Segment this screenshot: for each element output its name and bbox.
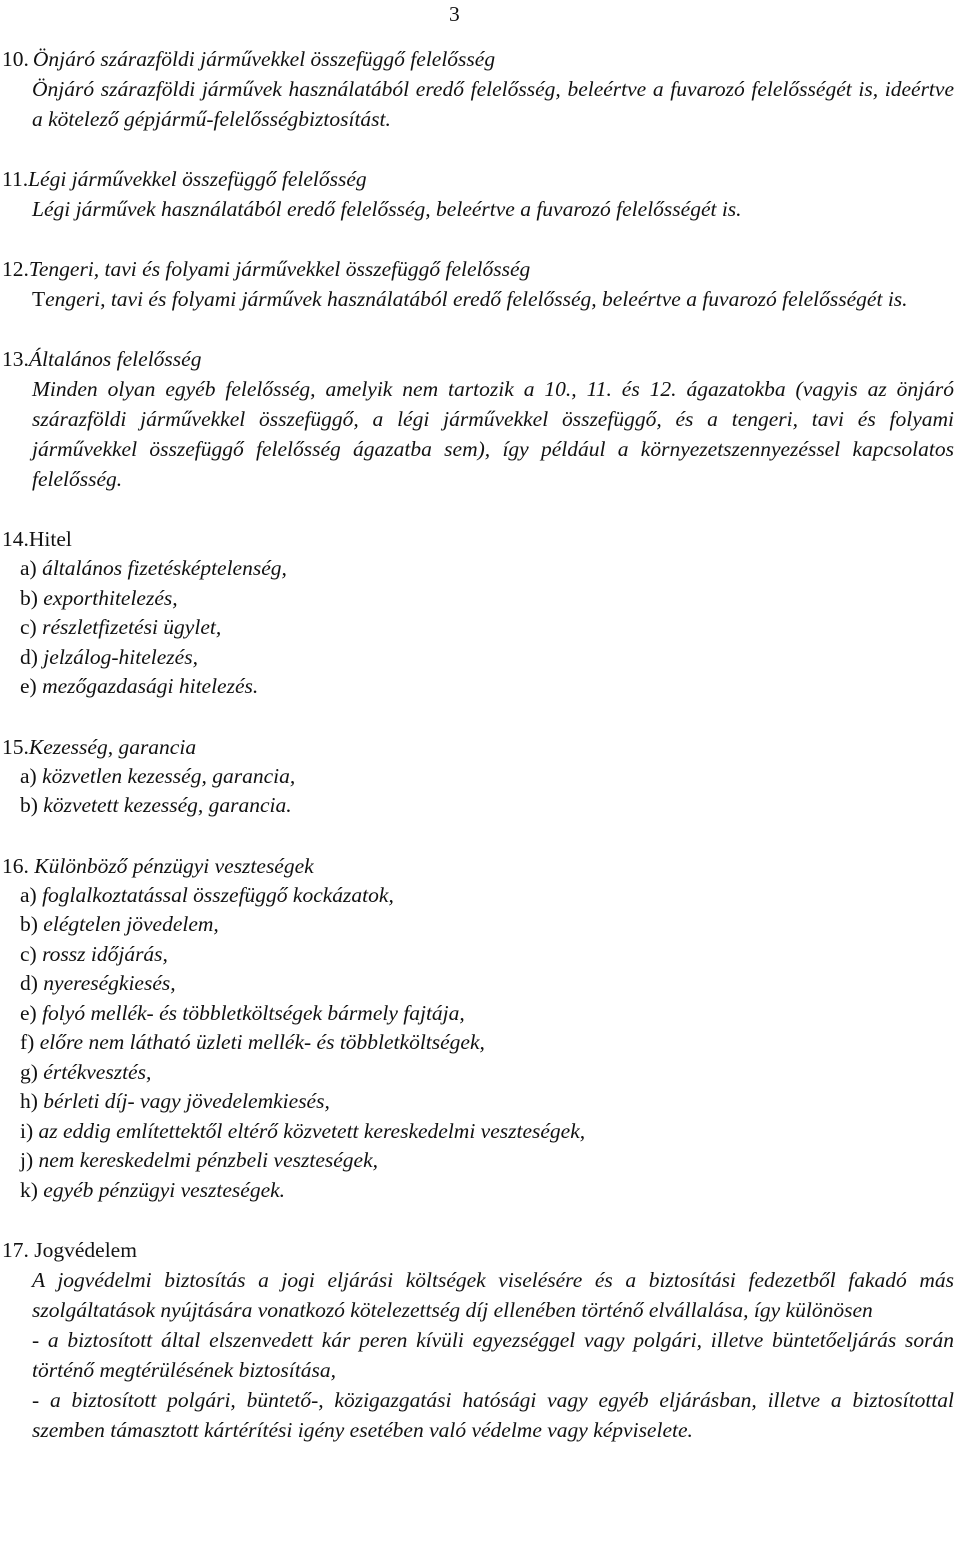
item-text: nem kereskedelmi pénzbeli veszteségek, [38,1148,378,1172]
list-item [20,613,960,643]
section-title: Kezesség, garancia [28,734,197,759]
section-13 [0,344,960,494]
item-letter: k) [20,1177,38,1202]
section-number: 17. [2,1238,29,1262]
section-16 [0,851,960,1206]
item-text: egyéb pénzügyi veszteségek. [43,1177,286,1202]
list-item [20,999,960,1029]
list-item [20,940,960,970]
item-letter: e) [20,1000,37,1025]
credit-list [0,554,960,702]
item-text: folyó mellék- és többletköltségek bármely fajtája, [42,1000,465,1025]
section-number: 14. [2,527,29,551]
section-17 [0,1235,960,1445]
financial-loss-list [0,881,960,1206]
item-letter: b) [20,793,38,817]
section-title: Tengeri, tavi és folyami járművekkel összefüggő felelősség [28,257,531,281]
item-text: részletfizetési ügylet, [42,615,222,639]
section-number: 13. [2,347,29,371]
section-title: Hitel [28,527,72,551]
item-letter: c) [20,941,37,966]
section-bullet: - a biztosított polgári, büntető-, közigazgatási hatósági vagy egyéb eljárásban, illetve a biztosítottal szemben támasztott kártérítési igény esetében való védelme vagy képviselete. [32,1388,954,1442]
section-number: 15. [2,734,29,759]
item-letter: a) [20,882,37,907]
section-heading [2,344,960,374]
item-text: bérleti díj- vagy jövedelemkiesés, [43,1089,330,1113]
list-item [20,1146,960,1176]
section-title: Különböző pénzügyi veszteségek [34,853,314,878]
item-text: exporthitelezés, [43,585,178,610]
section-heading [2,164,960,194]
section-heading [2,254,960,284]
item-text: rossz időjárás, [42,941,168,966]
list-item [20,1058,960,1088]
item-text: foglalkoztatással összefüggő kockázatok, [42,882,394,907]
list-item [20,672,960,702]
list-item [20,1117,960,1147]
list-item [20,643,960,673]
section-11 [0,164,960,224]
item-letter: j) [20,1148,34,1172]
section-heading [2,1235,960,1265]
item-letter: e) [20,674,37,698]
section-15 [0,732,960,821]
list-item [20,1176,960,1206]
section-number: 16. [2,853,29,878]
section-heading [2,851,960,881]
list-item [20,554,960,584]
section-body: Légi járművek használatából eredő felelősség, beleértve a fuvarozó felelősségét is. [32,197,742,221]
list-item [20,1028,960,1058]
list-item [20,881,960,911]
section-title: Általános felelősség [28,347,202,371]
section-heading [2,44,960,74]
guarantee-list [0,762,960,821]
section-title: Jogvédelem [34,1238,137,1262]
item-text: általános fizetésképtelenség, [42,556,287,580]
item-text: közvetett kezesség, garancia. [43,793,292,817]
item-letter: i) [20,1118,34,1143]
section-body: Önjáró szárazföldi járművek használatából eredő felelősség, beleértve a fuvarozó felelősségét is, ideértve a kötelező gépjármű-felelősségbiztosítást. [32,77,954,131]
list-item [20,791,960,821]
section-14 [0,524,960,702]
list-item [20,969,960,999]
item-letter: f) [20,1030,35,1054]
item-text: értékvesztés, [43,1059,152,1084]
item-letter: b) [20,585,38,610]
item-letter: h) [20,1089,38,1113]
item-text: az eddig említettektől eltérő közvetett kereskedelmi veszteségek, [38,1118,586,1143]
item-letter: b) [20,912,38,936]
item-text: elégtelen jövedelem, [43,912,219,936]
section-12 [0,254,960,314]
item-text: előre nem látható üzleti mellék- és többletköltségek, [39,1030,485,1054]
list-item [20,910,960,940]
item-text: jelzálog-hitelezés, [43,644,198,669]
section-heading [2,732,960,762]
section-title: Önjáró szárazföldi járművekkel összefüggő felelősség [32,47,496,71]
section-heading [2,524,960,554]
item-letter: c) [20,615,37,639]
section-number: 10. [2,47,29,71]
item-letter: d) [20,644,38,669]
page-number: 3 [449,2,460,26]
item-letter: a) [20,556,37,580]
section-bullet: - a biztosított által elszenvedett kár peren kívüli egyezséggel vagy polgári, illetve büntetőeljárás során történő megtérülésének biztosítása, [32,1328,954,1382]
item-text: mezőgazdasági hitelezés. [42,674,259,698]
section-number: 12. [2,257,29,281]
item-letter: d) [20,971,38,995]
section-10 [0,44,960,134]
item-text: nyereségkiesés, [43,971,176,995]
item-text: közvetlen kezesség, garancia, [42,763,296,788]
document-body [0,44,960,1445]
item-letter: g) [20,1059,38,1084]
section-number: 11. [2,167,29,191]
section-body: A jogvédelmi biztosítás a jogi eljárási költségek viselésére és a biztosítási fedezetből fakadó más szolgáltatások nyújtására vonatkozó kötelezettség díj ellenében történő elvállalása, így különösen [32,1268,954,1322]
list-item [20,1087,960,1117]
section-body: Tengeri, tavi és folyami járművek használatából eredő felelősség, beleértve a fuvarozó felelősségét is. [32,287,908,311]
section-title: Légi járművekkel összefüggő felelősség [28,167,367,191]
section-body: Minden olyan egyéb felelősség, amelyik nem tartozik a 10., 11. és 12. ágazatokba (vagyis az önjáró szárazföldi járművekkel összefüggő, a légi járművekkel összefüggő, és a tengeri, tavi és folyami járművekkel összefüggő felelősség ágazatba sem), így például a környezetszennyezéssel kapcsolatos felelősség. [32,377,954,491]
list-item [20,584,960,614]
item-letter: a) [20,763,37,788]
list-item [20,762,960,792]
